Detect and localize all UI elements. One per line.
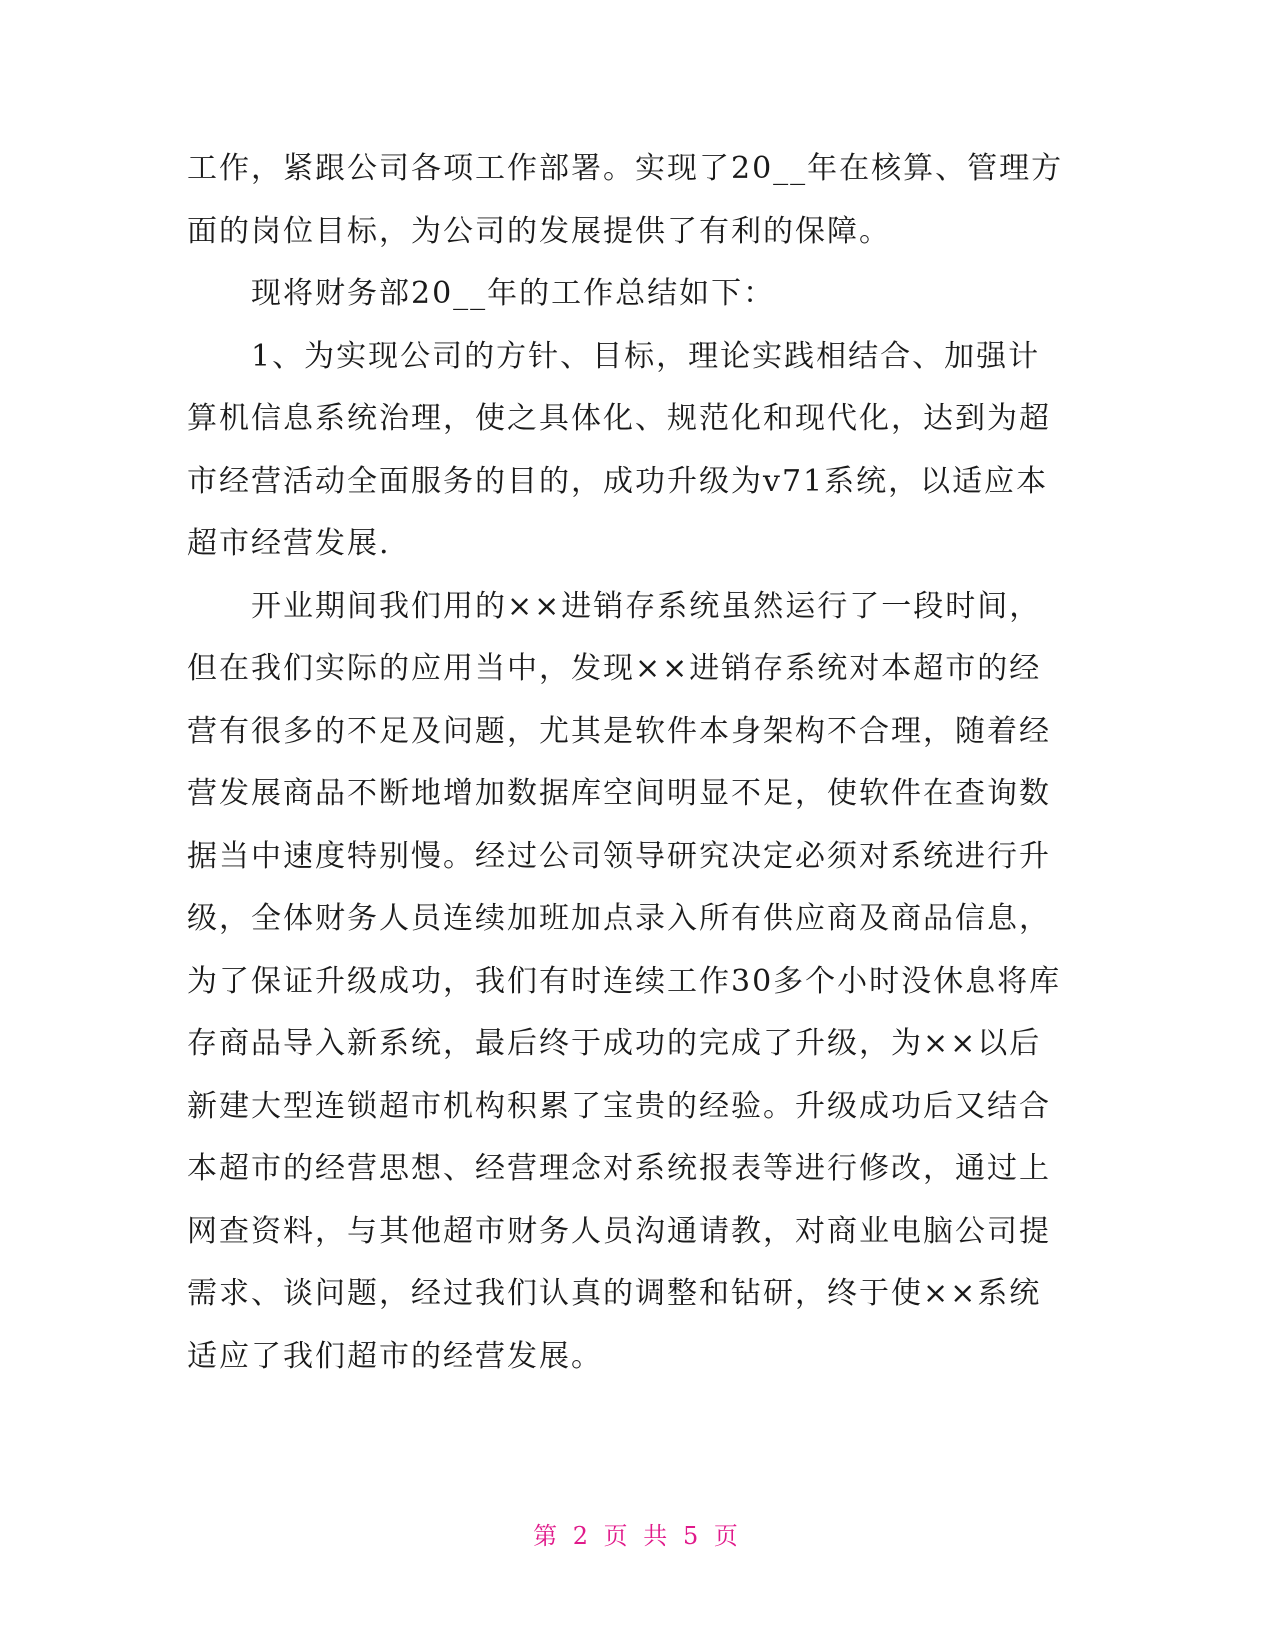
text-line: 面的岗位目标，为公司的发展提供了有利的保障。 xyxy=(187,213,891,249)
text-line: 超市经营发展. xyxy=(187,526,391,561)
text-line: 需求、谈问题，经过我们认真的调整和钻研，终于使××系统 xyxy=(187,1276,1042,1311)
text-line: 新建大型连锁超市机构积累了宝贵的经验。升级成功后又结合 xyxy=(187,1088,1051,1124)
text-line: 市经营活动全面服务的目的，成功升级为v71系统，以适应本 xyxy=(187,463,1049,499)
text-line: 营发展商品不断地增加数据库空间明显不足，使软件在查询数 xyxy=(187,776,1051,811)
text-line: 营有很多的不足及问题，尤其是软件本身架构不合理，随着经 xyxy=(187,713,1051,749)
text-line: 网查资料，与其他超市财务人员沟通请教，对商业电脑公司提 xyxy=(187,1213,1051,1249)
document-body xyxy=(187,138,1087,1388)
text-line: 存商品导入新系统，最后终于成功的完成了升级，为××以后 xyxy=(187,1026,1042,1061)
text-line: 开业期间我们用的××进销存系统虽然运行了一段时间， xyxy=(187,588,1042,624)
text-line: 工作，紧跟公司各项工作部署。实现了20__年在核算、管理方 xyxy=(187,151,1064,186)
text-line: 算机信息系统治理，使之具体化、规范化和现代化，达到为超 xyxy=(187,401,1051,436)
text-line: 适应了我们超市的经营发展。 xyxy=(187,1338,603,1374)
page-number-footer: 第 2 页 共 5 页 xyxy=(533,1522,742,1550)
text-line: 1、为实现公司的方针、目标，理论实践相结合、加强计 xyxy=(187,338,1041,374)
text-line: 据当中速度特别慢。经过公司领导研究决定必须对系统进行升 xyxy=(187,838,1051,874)
text-line: 现将财务部20__年的工作总结如下： xyxy=(187,276,776,311)
text-line: 本超市的经营思想、经营理念对系统报表等进行修改，通过上 xyxy=(187,1151,1051,1186)
text-line: 级，全体财务人员连续加班加点录入所有供应商及商品信息， xyxy=(187,901,1051,936)
text-line: 为了保证升级成功，我们有时连续工作30多个小时没休息将库 xyxy=(187,963,1062,999)
text-line: 但在我们实际的应用当中，发现××进销存系统对本超市的经 xyxy=(187,651,1042,686)
